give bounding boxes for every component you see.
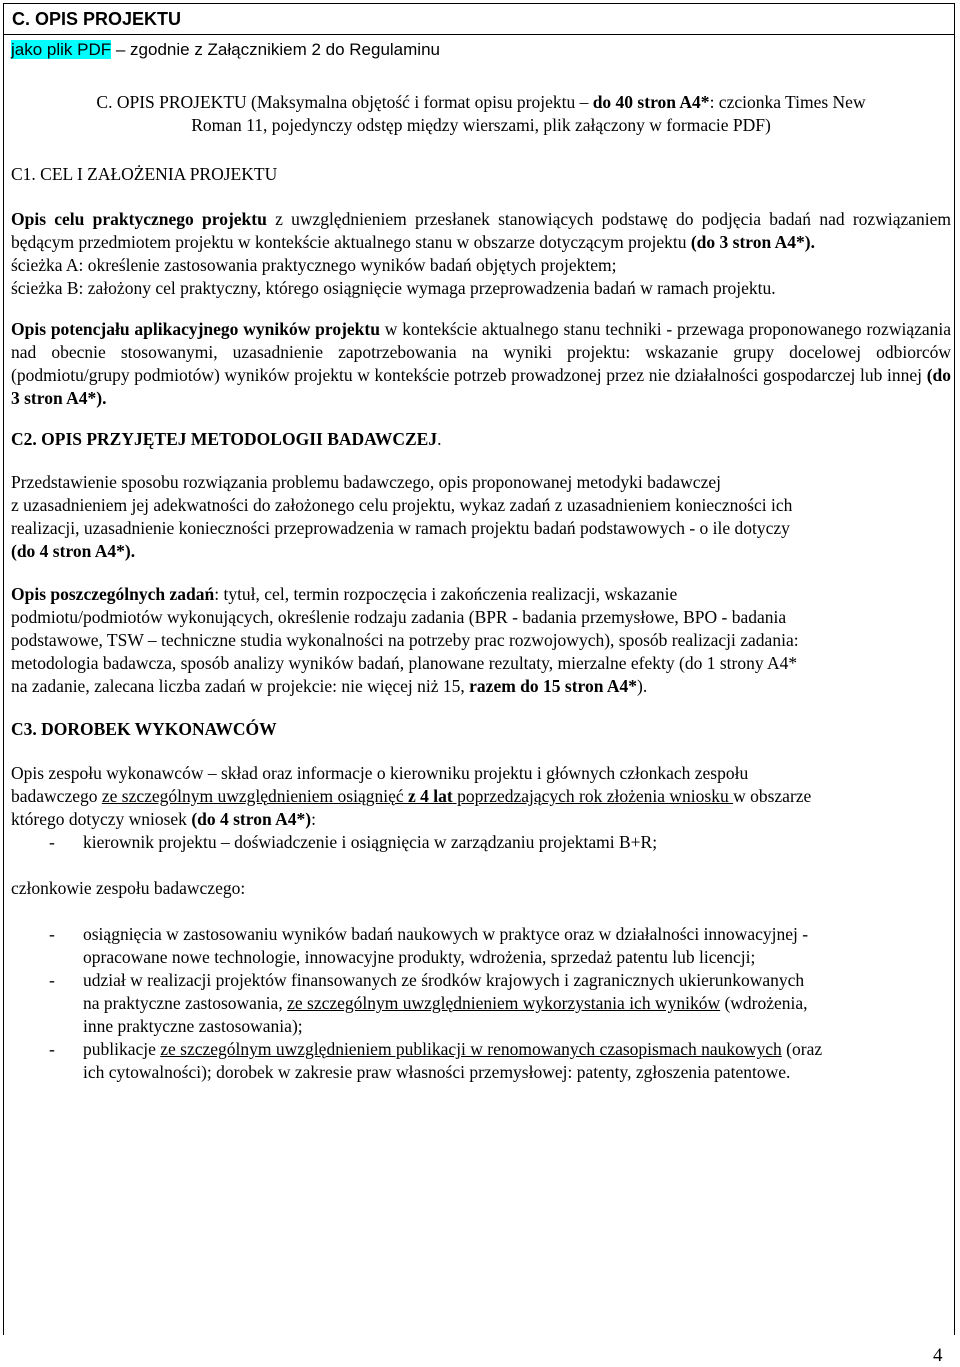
- c2-p2-line-3: podstawowe, TSW – techniczne studia wykonalności na potrzeby prac rozwojowych), sposób realizacji zadania:: [11, 630, 799, 650]
- c1-paragraph-1: Opis celu praktycznego projektu z uwzględnieniem przesłanek stanowiących podstawę do podjęcia badań nad rozwiązaniem będącym przedmiotem projektu w kontekście aktualnego stanu w obszarze dotyczącym projektu (do 3 stron A4*).: [11, 209, 951, 252]
- c2-p1-end: (do 4 stron A4*).: [11, 541, 136, 561]
- c1-path-b: ścieżka B: założony cel praktyczny, którego osiągnięcie wymaga przeprowadzenia badań w ramach projektu.: [11, 278, 776, 298]
- c2-p1-line-3: realizacji, uzasadnienie konieczności przeprowadzenia w ramach projektu badań podstawowych - o ile dotyczy: [11, 518, 790, 538]
- c2-p2-line-4: metodologia badawcza, sposób analizy wyników badań, planowane rezultaty, mierzalne efekty (do 1 strony A4*: [11, 653, 798, 673]
- c2-p2-line-5: na zadanie, zalecana liczba zadań w projekcie: nie więcej niż 15, razem do 15 stron A4*).: [11, 676, 648, 696]
- c2-p1-line-1: Przedstawienie sposobu rozwiązania problemu badawczego, opis proponowanej metodyki badawczej: [11, 472, 721, 492]
- c1-paragraph-2: Opis potencjału aplikacyjnego wyników projektu w kontekście aktualnego stanu techniki - przewaga proponowanego rozwiązania nad obecnie stosowanymi, uzasadnienie zapotrzebowania na wyniki projektu: wskazanie grupy docelowej odbiorców (podmiotu/grupy podmiotów) wyników projektu w kontekście potrzeb prowadzonej przez nie działalności gospodarczej lub innej (do 3 stron A4*).: [11, 319, 951, 408]
- page-title: C. OPIS PROJEKTU: [12, 9, 182, 29]
- c1-title: C1. CEL I ZAŁOŻENIA PROJEKTU: [11, 164, 278, 184]
- c2-p2-line-2: podmiotu/podmiotów wykonujących, określenie rodzaju zadania (BPR - badania przemysłowe, BPO - badania: [11, 607, 787, 627]
- c2-title: C2. OPIS PRZYJĘTEJ METODOLOGII BADAWCZEJ.: [11, 429, 442, 449]
- c1-path-a: ścieżka A: określenie zastosowania praktycznego wyników badań objętych projektem;: [11, 255, 617, 275]
- c2-p1-line-2: z uzasadnieniem jej adekwatności do założonego celu projektu, wykaz zadań z uzasadnieniem konieczności ich: [11, 495, 793, 515]
- members-label: członkowie zespołu badawczego:: [11, 878, 246, 898]
- list-item-projects: - udział w realizacji projektów finansowanych ze środków krajowych i zagranicznych ukierunkowanych na praktyczne zastosowania, ze szczególnym uwzględnieniem wykorzystania ich wyników (wdrożenia, inne praktyczne zastosowania);: [49, 970, 808, 1036]
- document-body: [11, 38, 951, 1084]
- page-number: 4: [933, 1345, 943, 1366]
- c3-title: C3. DOROBEK WYKONAWCÓW: [11, 719, 277, 739]
- list-item-publications: - publikacje ze szczególnym uwzględnieniem publikacji w renomowanych czasopismach naukowych (oraz ich cytowalności); dorobek w zakresie praw własności przemysłowej: patenty, zgłoszenia patentowe.: [49, 1039, 823, 1082]
- c3-p1-line-1: Opis zespołu wykonawców – skład oraz informacje o kierowniku projektu i głównych członkach zespołu: [11, 763, 749, 783]
- header-box: [3, 3, 955, 35]
- c3-p1-line-3: którego dotyczy wniosek (do 4 stron A4*):: [11, 809, 316, 829]
- intro-line-2: Roman 11, pojedynczy odstęp między wierszami, plik załączony w formacie PDF): [191, 115, 771, 135]
- c3-p1-line-2: badawczego ze szczególnym uwzględnieniem osiągnięć z 4 lat poprzedzających rok złożenia wniosku w obszarze: [11, 786, 812, 806]
- pdf-format-note: jako plik PDF – zgodnie z Załącznikiem 2 do Regulaminu: [11, 40, 440, 59]
- list-item-achievements: - osiągnięcia w zastosowaniu wyników badań naukowych w praktyce oraz w działalności innowacyjnej - opracowane nowe technologie, innowacyjne produkty, wdrożenia, sprzedaż patentu lub licencji;: [49, 924, 809, 967]
- pdf-highlight: jako plik PDF: [11, 40, 112, 59]
- c2-p2-line-1: Opis poszczególnych zadań: tytuł, cel, termin rozpoczęcia i zakończenia realizacji, wskazanie: [11, 584, 678, 604]
- intro-line-1: C. OPIS PROJEKTU (Maksymalna objętość i format opisu projektu – do 40 stron A4*: czcionka Times New: [96, 92, 866, 112]
- list-item-manager: - kierownik projektu – doświadczenie i osiągnięcia w zarządzaniu projektami B+R;: [49, 832, 658, 852]
